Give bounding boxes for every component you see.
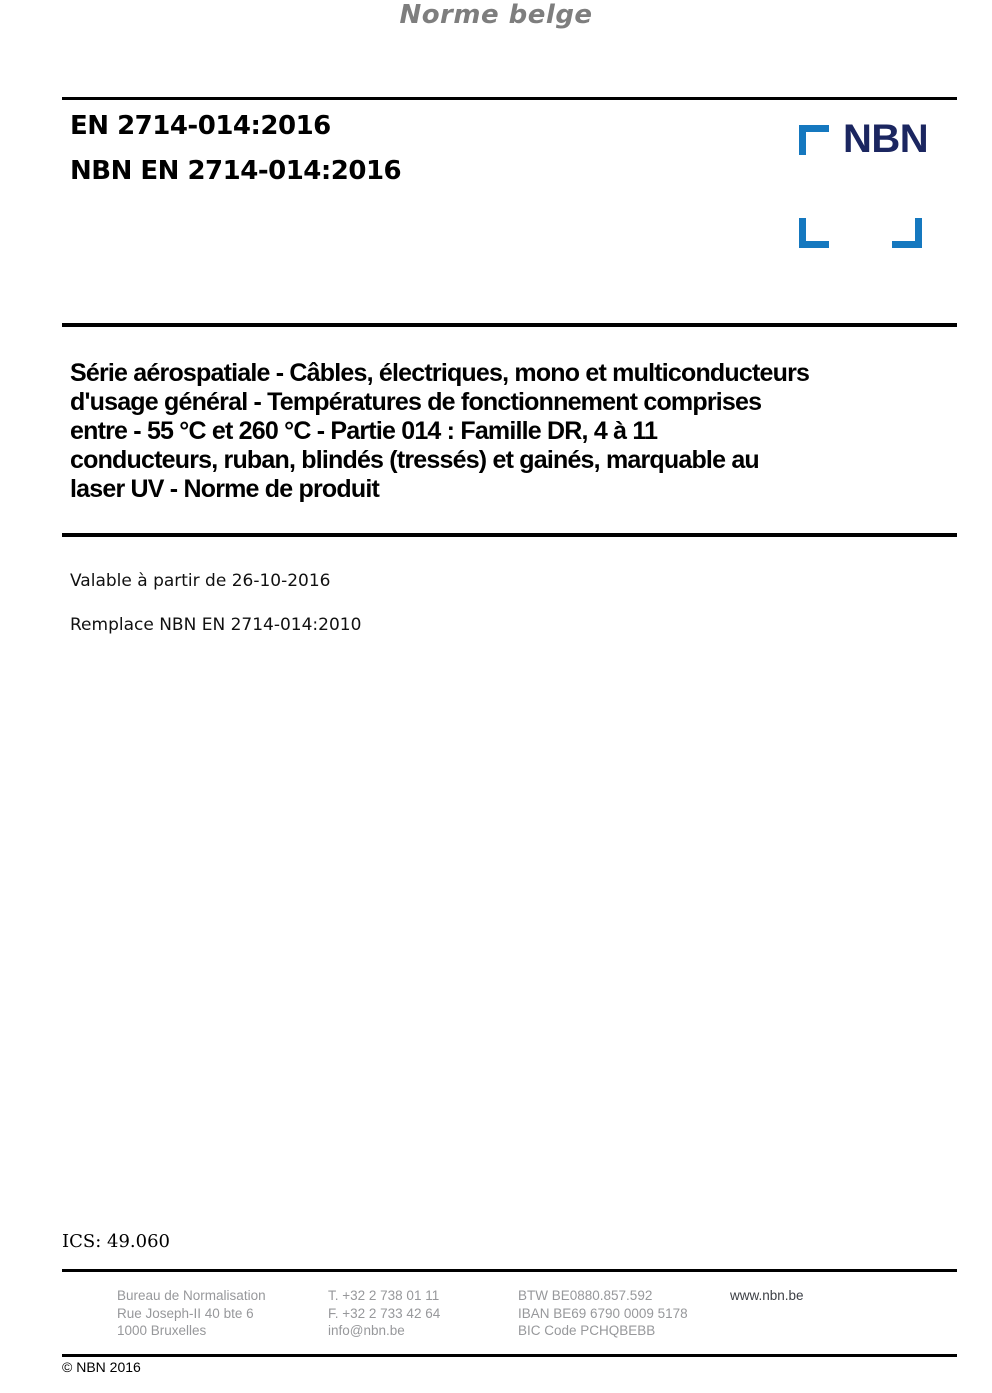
valid-from-text: Valable à partir de 26-10-2016: [70, 571, 331, 591]
footer-address-block: [117, 1287, 266, 1340]
footer-btw: BTW BE0880.857.592: [518, 1288, 653, 1303]
footer-contact-block: [328, 1287, 440, 1340]
footer-fax: F. +32 2 733 42 64: [328, 1305, 441, 1321]
ics-code: ICS: 49.060: [62, 1231, 170, 1252]
corner-bracket-bottom-left-icon: [799, 218, 829, 248]
title-line: conducteurs, ruban, blindés (tressés) et gainés, marquable au: [70, 446, 759, 474]
title-rule-bottom: [62, 533, 957, 537]
footer-website: www.nbn.be: [730, 1288, 804, 1303]
footer-banking-block: [518, 1287, 688, 1340]
doc-type-label: Norme belge: [399, 0, 593, 30]
copyright-rule: [62, 1354, 957, 1357]
replaces-text: Remplace NBN EN 2714-014:2010: [70, 615, 362, 635]
standard-number-nbn: NBN EN 2714-014:2016: [70, 156, 402, 186]
nbn-logo-text: NBN: [843, 117, 929, 161]
footer-rule-top: [62, 1269, 957, 1272]
title-line: entre - 55 °C et 260 °C - Partie 014 : Famille DR, 4 à 11: [70, 417, 658, 445]
footer-bic: BIC Code PCHQBEBB: [518, 1323, 656, 1338]
header-rule: [62, 97, 957, 100]
footer-phone: T. +32 2 738 01 11: [328, 1288, 440, 1303]
document-title: [70, 359, 970, 504]
footer-address-line: 1000 Bruxelles: [117, 1323, 207, 1338]
title-line: d'usage général - Températures de fonctionnement comprises: [70, 388, 762, 416]
footer-address-line: Bureau de Normalisation: [117, 1288, 266, 1303]
footer-iban: IBAN BE69 6790 0009 5178: [518, 1305, 688, 1321]
footer-email: info@nbn.be: [328, 1323, 405, 1338]
standard-number-en: EN 2714-014:2016: [70, 111, 331, 141]
footer-address-line: Rue Joseph-II 40 bte 6: [117, 1305, 254, 1321]
title-rule-top: [62, 323, 957, 327]
nbn-logo: [799, 117, 929, 248]
title-line: laser UV - Norme de produit: [70, 475, 380, 503]
corner-bracket-bottom-right-icon: [892, 218, 922, 248]
corner-bracket-top-left-icon: [799, 125, 829, 155]
title-line: Série aérospatiale - Câbles, électriques, mono et multiconducteurs: [70, 359, 810, 387]
copyright-notice: © NBN 2016: [62, 1359, 141, 1375]
